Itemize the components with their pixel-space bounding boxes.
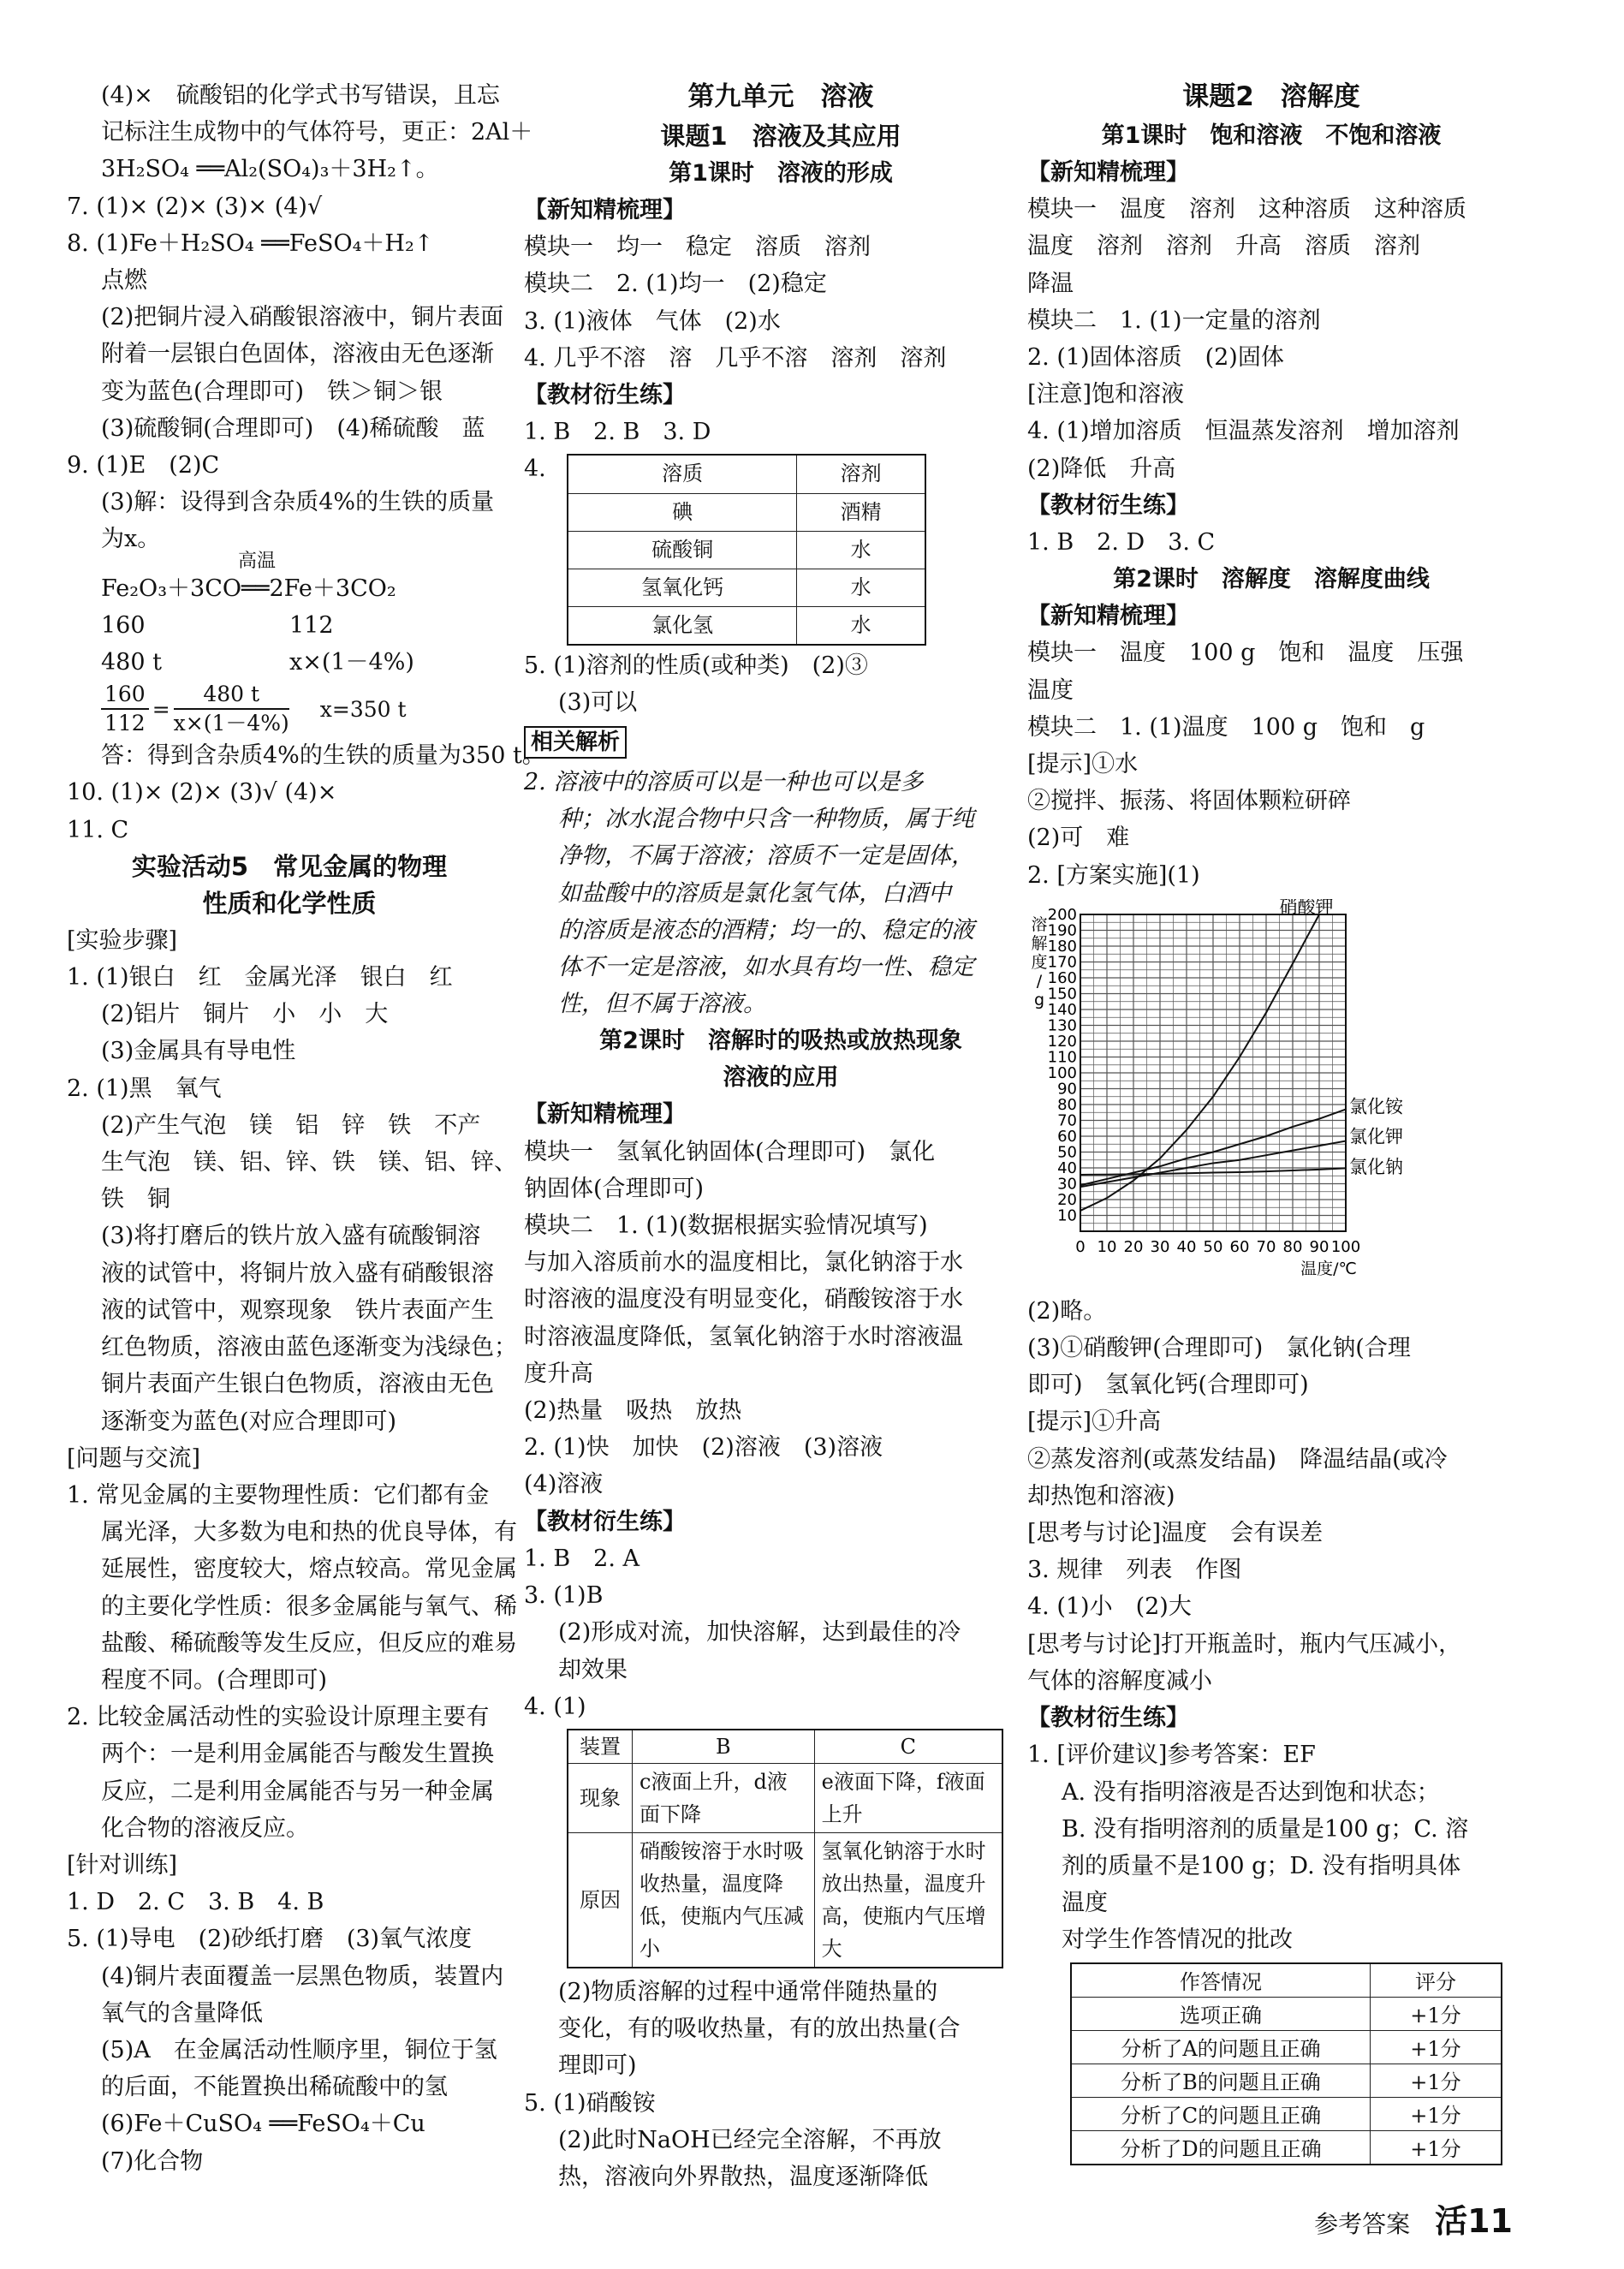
text-line: 性，但不属于溶液。 xyxy=(558,991,766,1018)
y-tick-label: 110 xyxy=(1047,1048,1077,1067)
y-tick-label: 180 xyxy=(1047,937,1077,956)
page-prefix: 活 xyxy=(1435,2202,1468,2240)
text-line: 钠固体(合理即可) xyxy=(524,1175,705,1202)
table-header: 溶质 xyxy=(568,455,797,493)
page-number: 11 xyxy=(1467,2202,1513,2240)
text-line: 的后面，不能置换出稀硫酸中的氢 xyxy=(101,2074,448,2101)
result: x=350 t xyxy=(319,696,407,722)
page-footer xyxy=(1314,2195,1513,2242)
table-cell: 分析了C的问题且正确 xyxy=(1071,2097,1371,2130)
x-tick-label: 10 xyxy=(1097,1237,1117,1256)
text-line: 11. C xyxy=(67,816,129,843)
text-line: 却效果 xyxy=(558,1656,628,1683)
text-line: 1. 常见金属的主要物理性质：它们都有金 xyxy=(67,1481,490,1509)
text-line: (4)溶液 xyxy=(524,1471,604,1498)
lesson-title: 第2课时 溶解时的吸热或放热现象 xyxy=(599,1027,962,1055)
text-line: 模块一 温度 100 g 饱和 温度 压强 xyxy=(1027,640,1464,667)
series-label: 氯化钾 xyxy=(1349,1126,1403,1147)
table-cell: 选项正确 xyxy=(1071,1997,1371,2030)
text-line: 2. 溶液中的溶质可以是一种也可以是多 xyxy=(524,769,924,796)
grading-table xyxy=(1070,1962,1502,2165)
text-line: (2)可 难 xyxy=(1027,825,1130,852)
y-tick-label: 140 xyxy=(1047,1000,1077,1019)
table-header: 装置 xyxy=(568,1730,633,1764)
text-line: 模块二 1. (1)温度 100 g 饱和 g xyxy=(1027,713,1425,741)
y-tick-label: 70 xyxy=(1057,1111,1077,1130)
analysis-box-label: 相关解析 xyxy=(524,726,627,759)
table-cell: +1分 xyxy=(1371,2130,1502,2165)
section-heading: 性质和化学性质 xyxy=(202,888,377,918)
text-line: 2. (1)固体溶质 (2)固体 xyxy=(1027,344,1284,372)
text-line: 即可) 氢氧化钙(合理即可) xyxy=(1027,1372,1309,1399)
text-line: 附着一层银白色固体，溶液由无色逐渐 xyxy=(101,341,494,368)
text-line: 气体的溶解度减小 xyxy=(1027,1667,1212,1694)
x-tick-label: 40 xyxy=(1176,1237,1197,1256)
table-row xyxy=(568,1763,1002,1832)
text-line: 5. (1)导电 (2)砂纸打磨 (3)氧气浓度 xyxy=(67,1926,473,1953)
fraction: $\frac{160}{112}$ xyxy=(101,681,149,737)
text-line: 3H₂SO₄ ══Al₂(SO₄)₃＋3H₂↑。 xyxy=(101,156,439,183)
y-axis-label: 度 xyxy=(1031,952,1048,972)
text-line: 氧气的含量降低 xyxy=(101,1999,263,2027)
item-number: 4. xyxy=(524,456,546,483)
tag-label: [问题与交流] xyxy=(67,1444,201,1472)
text-line: 3. (1)B xyxy=(524,1582,604,1610)
table-row xyxy=(568,569,925,607)
section-tag: 【教材衍生练】 xyxy=(524,382,686,409)
y-tick-label: 80 xyxy=(1057,1095,1077,1114)
y-tick-label: 130 xyxy=(1047,1016,1077,1035)
text-line: [提示]①升高 xyxy=(1027,1408,1162,1436)
text-line: 如盐酸中的溶质是氯化氢气体，白酒中 xyxy=(558,879,951,907)
table-cell: +1分 xyxy=(1371,2064,1502,2097)
text-line: 延展性，密度较大，熔点较高。常见金属 xyxy=(101,1556,517,1583)
lesson-title: 第1课时 溶液的形成 xyxy=(669,160,893,187)
text-line: 变为蓝色(合理即可) 铁＞铜＞银 xyxy=(101,378,443,405)
table-row xyxy=(1071,1997,1502,2030)
text-line: 种；冰水混合物中只含一种物质，属于纯 xyxy=(558,806,974,833)
y-axis-label: / xyxy=(1036,971,1043,991)
text-line xyxy=(524,450,1038,638)
text-line: (3)可以 xyxy=(558,688,638,716)
y-tick-label: 50 xyxy=(1057,1143,1077,1162)
x-tick-label: 60 xyxy=(1229,1237,1250,1256)
equals-sign: = xyxy=(152,696,170,722)
unit-title: 第九单元 溶液 xyxy=(687,81,874,112)
table-cell: 硫酸铜 xyxy=(568,531,797,569)
x-tick-label: 100 xyxy=(1330,1237,1361,1256)
table-row xyxy=(568,493,925,531)
text-line: 5. (1)溶剂的性质(或种类) (2)③ xyxy=(524,652,868,679)
y-tick-label: 90 xyxy=(1057,1080,1077,1099)
text-line: 降温 xyxy=(1027,270,1074,297)
y-tick-label: 100 xyxy=(1047,1063,1077,1082)
y-tick-label: 60 xyxy=(1057,1127,1077,1146)
text-line: [注意]饱和溶液 xyxy=(1027,381,1185,408)
table-cell: 分析了D的问题且正确 xyxy=(1071,2130,1371,2165)
table-cell: 硝酸铵溶于水时吸收热量，温度降低，使瓶内气压减小 xyxy=(633,1832,815,1968)
text-line: 1. (1)银白 红 金属光泽 银白 红 xyxy=(67,964,453,992)
solubility-chart xyxy=(1027,899,1404,1284)
text-line: 温度 xyxy=(1027,676,1074,704)
text-line: 的主要化学性质：很多金属能与氧气、稀 xyxy=(101,1593,517,1620)
text-line: 热，溶液向外界散热，温度逐渐降低 xyxy=(558,2163,928,2190)
series-label: 氯化钠 xyxy=(1349,1156,1403,1177)
text-line: (2)降低 升高 xyxy=(1027,455,1176,482)
lesson-title: 第1课时 饱和溶液 不饱和溶液 xyxy=(1101,122,1442,149)
text-line: 度升高 xyxy=(524,1360,593,1387)
section-tag: 【新知精梳理】 xyxy=(524,1101,686,1129)
text-line: 与加入溶质前水的温度相比，氯化钠溶于水 xyxy=(524,1249,963,1277)
text-line: 2. 比较金属活动性的实验设计原理主要有 xyxy=(67,1704,490,1731)
text-line: (2)略。 xyxy=(1027,1297,1107,1325)
text-line: 记标注生成物中的气体符号，更正：2Al＋ xyxy=(101,119,533,146)
text-line: 1. [评价建议]参考答案：EF xyxy=(1027,1742,1316,1769)
text-line: (3)解：设得到含杂质4%的生铁的质量 xyxy=(101,489,495,516)
section-tag: 【新知精梳理】 xyxy=(524,197,686,223)
text-line: (6)Fe＋CuSO₄ ══FeSO₄＋Cu xyxy=(101,2111,425,2138)
section-tag: 【教材衍生练】 xyxy=(1027,491,1189,519)
y-tick-label: 200 xyxy=(1047,905,1077,924)
table-row xyxy=(1071,2097,1502,2130)
text-line: ②搅拌、振荡、将固体颗粒研碎 xyxy=(1027,788,1351,815)
table-cell: 氯化氢 xyxy=(568,607,797,646)
text-line: 盐酸、稀硫酸等发生反应，但反应的难易 xyxy=(101,1629,517,1657)
text-line: 3. 规律 列表 作图 xyxy=(1027,1557,1242,1584)
text-line: 9. (1)E (2)C xyxy=(67,452,220,479)
text-line: 5. (1)硝酸铵 xyxy=(524,2089,656,2117)
text-line: 7. (1)× (2)× (3)× (4)√ xyxy=(67,193,323,220)
section-tag: 【教材衍生练】 xyxy=(524,1508,686,1535)
text-line: 模块二 1. (1)一定量的溶剂 xyxy=(1027,307,1321,334)
text-line: 变化，有的吸收热量，有的放出热量(合 xyxy=(558,2016,961,2043)
text-line: 属光泽，大多数为电和热的优良导体，有 xyxy=(101,1519,517,1546)
table-cell: 原因 xyxy=(568,1832,633,1968)
series-label: 硝酸钾 xyxy=(1279,898,1334,917)
text-line: (3)金属具有导电性 xyxy=(101,1038,296,1065)
mass-value: 480 t xyxy=(101,649,162,676)
text-line: (3)硫酸铜(合理即可) (4)稀硫酸 蓝 xyxy=(101,414,485,442)
column-1 xyxy=(67,77,545,2180)
text-line: 体不一定是溶液，如水具有均一性、稳定 xyxy=(558,954,974,981)
text-line: 却热饱和溶液) xyxy=(1027,1482,1175,1510)
text-line: 红色物质，溶液由蓝色逐渐变为浅绿色； xyxy=(101,1334,517,1361)
table-cell: 水 xyxy=(797,569,925,607)
table-header: B xyxy=(633,1730,815,1764)
column-2 xyxy=(524,77,1038,2195)
text-line: 温度 xyxy=(1062,1890,1108,1917)
text-line: 模块二 2. (1)均一 (2)稳定 xyxy=(524,271,827,298)
text-line: 两个：一是利用金属能否与酸发生置换 xyxy=(101,1741,494,1768)
y-tick-label: 30 xyxy=(1057,1175,1077,1194)
text-line: 化合物的溶液反应。 xyxy=(101,1814,309,1842)
mass-line xyxy=(67,607,512,644)
column-3 xyxy=(1027,77,1515,2171)
table-cell: +1分 xyxy=(1371,2030,1502,2064)
text-line: (4)铜片表面覆盖一层黑色物质，装置内 xyxy=(101,1962,504,1990)
x-tick-label: 70 xyxy=(1256,1237,1276,1256)
text-line: 铁 铜 xyxy=(101,1186,170,1213)
text-line: (7)化合物 xyxy=(101,2147,204,2175)
y-tick-label: 160 xyxy=(1047,968,1077,987)
mass-value: x×(1－4%) xyxy=(289,649,414,676)
y-tick-label: 10 xyxy=(1057,1206,1077,1225)
text-line: (2)形成对流，加快溶解，达到最佳的冷 xyxy=(558,1619,961,1647)
text-line: 1. D 2. C 3. B 4. B xyxy=(67,1889,324,1916)
table-row xyxy=(568,1832,1002,1968)
section-heading: 实验活动5 常见金属的物理 xyxy=(131,851,448,881)
text-line: 1. B 2. B 3. D xyxy=(524,419,711,446)
text-line: 4. (1) xyxy=(524,1693,586,1720)
table-cell: 氢氧化钙 xyxy=(568,569,797,607)
text-line: [思考与讨论]打开瓶盖时，瓶内气压减小， xyxy=(1027,1630,1462,1658)
x-tick-label: 30 xyxy=(1150,1237,1170,1256)
text-line: A. 没有指明溶液是否达到饱和状态； xyxy=(1062,1778,1440,1806)
y-axis-label: 解 xyxy=(1031,933,1048,953)
text-line: (2)此时NaOH已经完全溶解，不再放 xyxy=(558,2126,942,2153)
text-line: 8. (1)Fe＋H₂SO₄ ══FeSO₄＋H₂↑ xyxy=(67,229,434,257)
x-tick-label: 20 xyxy=(1123,1237,1144,1256)
lesson-title: 溶液的应用 xyxy=(723,1064,839,1092)
x-tick-label: 90 xyxy=(1309,1237,1330,1256)
table-cell: 酒精 xyxy=(797,493,925,531)
y-axis-label: g xyxy=(1033,990,1045,1009)
table-row xyxy=(1071,2064,1502,2097)
text-line: 的溶质是液态的酒精；均一的、稳定的液 xyxy=(558,916,974,944)
table-row xyxy=(1071,2130,1502,2165)
text-line: 温度 溶剂 溶剂 升高 溶质 溶剂 xyxy=(1027,233,1420,260)
text-line: 2. (1)快 加快 (2)溶液 (3)溶液 xyxy=(524,1434,883,1462)
text-line: 净物，不属于溶液；溶质不一定是固体， xyxy=(558,843,974,870)
text-line: 4. (1)小 (2)大 xyxy=(1027,1593,1192,1621)
x-tick-label: 0 xyxy=(1075,1237,1086,1256)
table-header: C xyxy=(814,1730,1002,1764)
text-line: 点燃 xyxy=(101,267,147,295)
table-cell: 水 xyxy=(797,607,925,646)
mass-value: 160 xyxy=(101,611,146,639)
section-tag: 【新知精梳理】 xyxy=(1027,603,1189,630)
text-line: 3. (1)液体 气体 (2)水 xyxy=(524,307,781,335)
x-axis-label: 温度/℃ xyxy=(1300,1259,1357,1278)
table-cell: c液面上升，d液面下降 xyxy=(633,1763,815,1832)
text-line: 模块二 1. (1)(数据根据实验情况填写) xyxy=(524,1212,928,1240)
table-cell: +1分 xyxy=(1371,2097,1502,2130)
footer-label: 参考答案 xyxy=(1314,2210,1411,2238)
y-tick-label: 150 xyxy=(1047,985,1077,1003)
table-header: 作答情况 xyxy=(1071,1963,1371,1998)
text-line: 生气泡 镁、铝、锌、铁 镁、铝、锌、 xyxy=(101,1149,517,1176)
text-line: 理即可) xyxy=(558,2052,637,2080)
text-line: [提示]①水 xyxy=(1027,751,1139,778)
mass-line xyxy=(67,644,512,681)
tag-label: [实验步骤] xyxy=(67,926,178,954)
text-line: 4. 几乎不溶 溶 几乎不溶 溶剂 溶剂 xyxy=(524,344,947,372)
text-line: (2)热量 吸热 放热 xyxy=(524,1397,742,1425)
text-line: 模块一 氢氧化钠固体(合理即可) 氯化 xyxy=(524,1138,936,1165)
tag-label: [针对训练] xyxy=(67,1851,178,1879)
text-line: (5)A 在金属活动性顺序里，铜位于氢 xyxy=(101,2036,497,2064)
experiment-table xyxy=(567,1729,1003,1968)
text-line: 模块一 温度 溶剂 这种溶质 这种溶质 xyxy=(1027,196,1466,223)
text-line: 时溶液的温度没有明显变化，硝酸铵溶于水 xyxy=(524,1286,963,1313)
text-line: 4. (1)增加溶质 恒温蒸发溶剂 增加溶剂 xyxy=(1027,418,1460,445)
text-line: 2. (1)黑 氧气 xyxy=(67,1075,222,1102)
text-line: (2)把铜片浸入硝酸银溶液中，铜片表面 xyxy=(101,304,504,331)
text-line: (2)物质溶解的过程中通常伴随热量的 xyxy=(558,1978,938,2005)
table-row xyxy=(568,607,925,646)
text-line: [思考与讨论]温度 会有误差 xyxy=(1027,1520,1324,1547)
text-line: 铜片表面产生银白色物质，溶液由无色 xyxy=(101,1371,494,1398)
text-line: 1. B 2. D 3. C xyxy=(1027,529,1216,557)
table-cell: 分析了B的问题且正确 xyxy=(1071,2064,1371,2097)
y-tick-label: 170 xyxy=(1047,953,1077,972)
text-line: 10. (1)× (2)× (3)√ (4)× xyxy=(67,779,337,807)
text-line: (3)将打磨后的铁片放入盛有硫酸铜溶 xyxy=(101,1223,481,1250)
text-line: (2)产生气泡 镁 铝 锌 铁 不产 xyxy=(101,1111,481,1139)
equation-line xyxy=(67,550,512,607)
lesson-title: 第2课时 溶解度 溶解度曲线 xyxy=(1113,566,1430,593)
table-row xyxy=(568,531,925,569)
solute-solvent-table xyxy=(567,454,926,646)
table-header: 溶剂 xyxy=(797,455,925,493)
x-tick-label: 80 xyxy=(1282,1237,1303,1256)
text-line: 程度不同。(合理即可) xyxy=(101,1666,328,1694)
x-tick-label: 50 xyxy=(1203,1237,1223,1256)
text-line: B. 没有指明溶剂的质量是100 g；C. 溶 xyxy=(1062,1815,1469,1843)
text-line: 逐渐变为蓝色(对应合理即可) xyxy=(101,1408,397,1435)
table-cell: 现象 xyxy=(568,1763,633,1832)
series-label: 氯化铵 xyxy=(1349,1096,1403,1117)
text-line: (4)× 硫酸铝的化学式书写错误，且忘 xyxy=(101,82,500,109)
table-cell: 碘 xyxy=(568,493,797,531)
table-cell: 分析了A的问题且正确 xyxy=(1071,2030,1371,2064)
topic-title: 课题1 溶液及其应用 xyxy=(660,122,901,151)
text-line: 为x。 xyxy=(101,526,161,553)
text-line: 模块一 均一 稳定 溶质 溶剂 xyxy=(524,234,871,261)
text-line: (3)①硝酸钾(合理即可) 氯化钠(合理 xyxy=(1027,1335,1411,1362)
text-line: 1. B 2. A xyxy=(524,1545,640,1572)
mass-value: 112 xyxy=(289,611,334,639)
text-line: 反应，二是利用金属能否与另一种金属 xyxy=(101,1778,494,1805)
y-tick-label: 40 xyxy=(1057,1158,1077,1177)
text-line: ②蒸发溶剂(或蒸发结晶) 降温结晶(或冷 xyxy=(1027,1445,1448,1473)
y-tick-label: 190 xyxy=(1047,921,1077,940)
fraction: $\frac{480 t}{x\times(1-4\%)}$ xyxy=(173,682,289,736)
table-cell: 氢氧化钠溶于水时放出热量，温度升高，使瓶内气压增大 xyxy=(814,1832,1002,1968)
y-tick-label: 20 xyxy=(1057,1190,1077,1209)
text-line: 答：得到含杂质4%的生铁的质量为350 t。 xyxy=(101,742,545,770)
table-cell: e液面下降，f液面上升 xyxy=(814,1763,1002,1832)
y-tick-label: 120 xyxy=(1047,1032,1077,1051)
text-line: 2. [方案实施](1) xyxy=(1027,861,1200,889)
text-line: 对学生作答情况的批改 xyxy=(1062,1927,1293,1954)
equation: Fe₂O₃＋3CO══2Fe＋3CO₂ xyxy=(101,575,396,602)
condition-label: 高温 xyxy=(238,550,277,572)
table-header: 评分 xyxy=(1371,1963,1502,1998)
section-tag: 【教材衍生练】 xyxy=(1027,1705,1189,1732)
table-cell: 水 xyxy=(797,531,925,569)
topic-title: 课题2 溶解度 xyxy=(1182,81,1360,112)
table-cell: +1分 xyxy=(1371,1997,1502,2030)
text-line: 液的试管中，观察现象 铁片表面产生 xyxy=(101,1296,494,1324)
text-line: 时溶液温度降低，氢氧化钠溶于水时溶液温 xyxy=(524,1323,963,1350)
section-tag: 【新知精梳理】 xyxy=(1027,159,1189,186)
text-line: 液的试管中，将铜片放入盛有硝酸银溶 xyxy=(101,1260,494,1287)
text-line: 剂的质量不是100 g；D. 没有指明具体 xyxy=(1062,1852,1461,1879)
y-axis-label: 溶 xyxy=(1031,914,1048,934)
proportion-line xyxy=(67,681,512,737)
table-row xyxy=(1071,2030,1502,2064)
text-line: (2)铝片 铜片 小 小 大 xyxy=(101,1001,389,1028)
